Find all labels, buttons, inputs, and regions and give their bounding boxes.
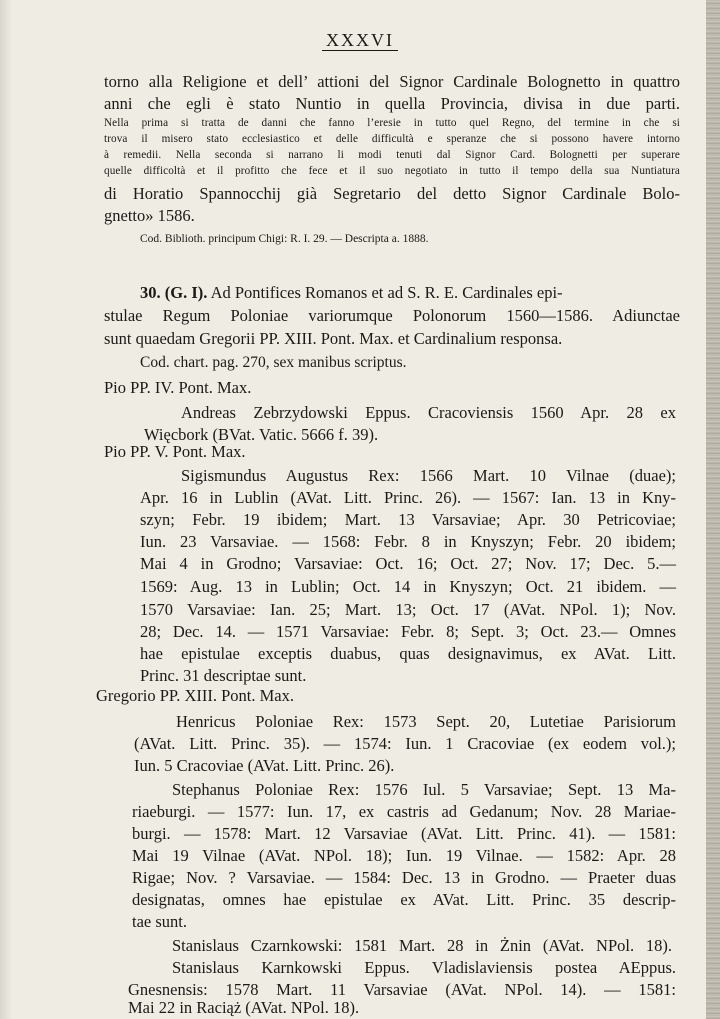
text-line: 28; Dec. 14. — 1571 Varsaviae: Febr. 8; Sept. 3; Oct. 23.— Omnes — [140, 622, 676, 641]
text-line: Princ. 31 descriptae sunt. — [140, 666, 307, 685]
text-line: Apr. 16 in Lublin (AVat. Litt. Princ. 26). — 1567: Ian. 13 in Kny- — [140, 488, 676, 507]
text-line: tae sunt. — [132, 912, 187, 931]
recipient-heading: Gregorio PP. XIII. Pont. Max. — [96, 686, 294, 705]
text-line: Andreas Zebrzydowski Eppus. Cracoviensis 1560 Apr. 28 ex — [181, 403, 676, 422]
entry-heading — [140, 283, 680, 303]
text-line: Iun. 5 Cracoviae (AVat. Litt. Princ. 26). — [134, 756, 395, 775]
text-line: Stanislaus Czarnkowski: 1581 Mart. 28 in Żnin (AVat. NPol. 18). — [172, 936, 672, 955]
text-line: sunt quaedam Gregorii PP. XIII. Pont. Max. et Cardinalium responsa. — [104, 329, 563, 348]
text-line: Stanislaus Karnkowski Eppus. Vladislaviensis postea AEppus. — [172, 958, 676, 977]
note-line: Nella prima si tratta de danni che fanno l’eresie in tutto quel Regno, del termine in che si — [104, 117, 680, 129]
text-line: Więcbork (BVat. Vatic. 5666 f. 39). — [144, 425, 379, 444]
text-line: Mai 22 in Raciąż (AVat. NPol. 18). — [128, 998, 360, 1017]
codex-description: Cod. chart. pag. 270, sex manibus scriptus. — [140, 354, 407, 371]
scan-edge-left — [0, 0, 12, 1019]
text-line: Mai 19 Vilnae (AVat. NPol. 18); Iun. 19 Vilnae. — 1582: Apr. 28 — [132, 846, 676, 865]
text-line: Gnesnensis: 1578 Mart. 11 Varsaviae (AVat. NPol. 14). — 1581: — [128, 980, 676, 999]
text-line: riaeburgi. — 1577: Iun. 17, ex castris ad Gedanum; Nov. 28 Mariae- — [132, 802, 676, 821]
text-line: Rigae; Nov. ? Varsaviae. — 1584: Dec. 13 in Grodno. — Praeter duas — [132, 868, 676, 887]
text-line: di Horatio Spannocchij già Segretario del detto Signor Cardinale Bolo- — [104, 184, 680, 203]
source-citation: Cod. Biblioth. principum Chigi: R. I. 29. — Descripta a. 1888. — [140, 233, 429, 245]
text-line: Stephanus Poloniae Rex: 1576 Iul. 5 Varsaviae; Sept. 13 Ma- — [172, 780, 676, 799]
text-line: torno alla Religione et dell’ attioni del Signor Cardinale Bolognetto in quattro — [104, 72, 680, 91]
text-line: szyn; Febr. 19 ibidem; Mart. 13 Varsaviae; Apr. 30 Petricoviae; — [140, 510, 676, 529]
text-line: gnetto» 1586. — [104, 206, 195, 225]
text-line: Henricus Poloniae Rex: 1573 Sept. 20, Lutetiae Parisiorum — [176, 712, 676, 731]
text-line: stulae Regum Poloniae variorumque Polonorum 1560—1586. Adiunctae — [104, 306, 680, 325]
note-line: trova il misero stato ecclesiastico et delle difficultà e speranze che si possono havere intorno — [104, 133, 680, 145]
text-line: (AVat. Litt. Princ. 35). — 1574: Iun. 1 Cracoviae (ex eodem vol.); — [134, 734, 676, 753]
text-line: Mai 4 in Grodno; Varsaviae: Oct. 16; Oct. 27; Nov. 17; Dec. 5.— — [140, 554, 676, 573]
recipient-heading: Pio PP. V. Pont. Max. — [104, 442, 246, 461]
text-line: burgi. — 1578: Mart. 12 Varsaviae (AVat. Litt. Princ. 41). — 1581: — [132, 824, 676, 843]
text-line: designatas, omnes hae epistulae ex AVat. Litt. Princ. 35 descrip- — [132, 890, 676, 909]
recipient-heading: Pio PP. IV. Pont. Max. — [104, 378, 252, 397]
text-line: anni che egli è stato Nuntio in quella Provincia, divisa in due parti. — [104, 94, 680, 113]
note-line: quelle difficoltà et il profitto che fece et il suo negotiato in tutto il tempo della sua Nuntiatura — [104, 165, 680, 177]
entry-code: (G. I). — [164, 283, 208, 302]
entry-number: 30. — [140, 283, 161, 302]
entry-title-start: Ad Pontifices Romanos et ad S. R. E. Cardinales epi- — [210, 283, 563, 302]
text-line: 1570 Varsaviae: Ian. 25; Mart. 13; Oct. 17 (AVat. NPol. 1); Nov. — [140, 600, 676, 619]
page-number: XXXVI — [0, 30, 720, 51]
text-line: Sigismundus Augustus Rex: 1566 Mart. 10 Vilnae (duae); — [181, 466, 676, 485]
text-line: Iun. 23 Varsaviae. — 1568: Febr. 8 in Knyszyn; Febr. 20 ibidem; — [140, 532, 676, 551]
note-line: à remedii. Nella seconda si narrano li modi tenuti dal Signor Card. Bolognetti per superare — [104, 149, 680, 161]
scan-edge-right — [706, 0, 720, 1019]
text-line: hae epistulae exceptis duabus, quas designavimus, ex AVat. Litt. — [140, 644, 676, 663]
text-line: 1569: Aug. 13 in Lublin; Oct. 14 in Knyszyn; Oct. 21 ibidem. — — [140, 577, 676, 596]
